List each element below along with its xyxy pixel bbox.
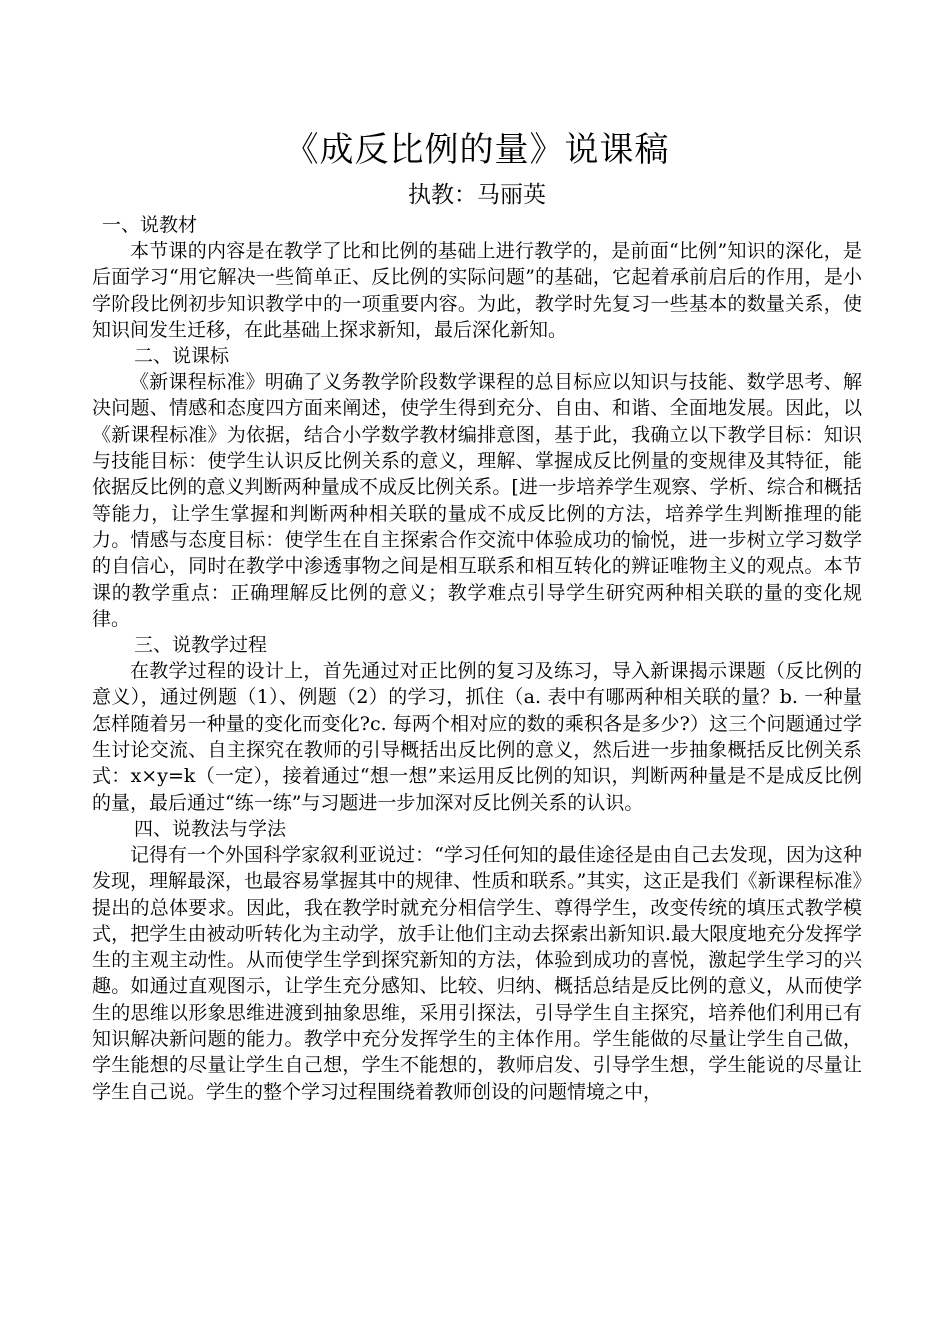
section-paragraph: 《新课程标准》明确了义务教学阶段数学课程的总目标应以知识与技能、数学思考、解决问题、情感和态度四方面来阐述，使学生得到充分、自由、和谐、全面地发展。因此，以《新课程标准》为依据，结合小学数学教材编排意图，基于此，我确立以下教学目标：知识与技能目标：使学生认识反比例关系的意义，理解、掌握成反比例量的变规律及其特征，能依据反比例的意义判断两种量成不成反比例关系。[进一步培养学生观察、学析、综合和概括等能力，让学生掌握和判断两种相关联的量成不成反比例的方法，培养学生判断推理的能力。情感与态度目标：使学生在自主探索合作交流中体验成功的愉悦，进一步树立学习数学的自信心，同时在教学中渗透事物之间是相互联系和相互转化的辨证唯物主义的观点。本节课的教学重点：正确理解反比例的意义；教学难点引导学生研究两种相关联的量的变化规律。	[92, 371, 862, 630]
section-heading: 四、说教法与学法	[134, 817, 287, 840]
section-heading: 二、说课标	[134, 345, 230, 368]
document-title: 《成反比例的量》说课稿	[284, 130, 670, 170]
section-paragraph: 在教学过程的设计上，首先通过对正比例的复习及练习，导入新课揭示课题（反比例的意义），通过例题（1）、例题（2）的学习，抓住（a. 表中有哪两种相关联的量？b. 一种量怎样随着另一种量的变化而变化?c. 每两个相对应的数的乘积各是多少?）这三个问题通过学生讨论交流、自主探究在教师的引导概括出反比例的意义，然后进一步抽象概括反比例关系式：x×y=k（一定），接着通过“想一想”来运用反比例的知识，判断两种量是不是成反比例的量，最后通过“练一练”与习题进一步加深对反比例关系的认识。	[92, 660, 862, 814]
section-paragraph: 记得有一个外国科学家叙利亚说过：“学习任何知的最佳途径是由自己去发现，因为这种发现，理解最深，也最容易掌握其中的规律、性质和联系。”其实，这正是我们《新课程标准》提出的总体要求。因此，我在教学时就充分相信学生、尊得学生，改变传统的填压式教学模式，把学生由被动听转化为主动学，放手让他们主动去探索出新知识.最大限度地充分发挥学生的主观主动性。从而使学生学到探究新知的方法，体验到成功的喜悦，激起学生学习的兴趣。如通过直观图示，让学生充分感知、比较、归纳、概括总结是反比例的意义，从而使学生的思维以形象思维进渡到抽象思维，采用引探法，引导学生自主探究，培养他们利用已有知识解决新问题的能力。教学中充分发挥学生的主体作用。学生能做的尽量让学生自己做，学生能想的尽量让学生自己想，学生不能想的，教师启发、引导学生想，学生能说的尽量让学生自己说。学生的整个学习过程围绕着教师创设的问题情境之中，	[92, 843, 862, 1103]
section-curriculum-standard	[92, 343, 862, 632]
section-teaching-methods	[92, 816, 862, 1105]
section-textbook	[92, 212, 862, 343]
section-heading: 一、说教材	[102, 214, 198, 236]
document-page	[92, 122, 862, 1105]
section-teaching-process	[92, 632, 862, 816]
author-line: 执教：马丽英	[408, 182, 546, 208]
section-paragraph: 本节课的内容是在教学了比和比例的基础上进行教学的，是前面“比例”知识的深化，是后面学习“用它解决一些简单正、反比例的实际问题”的基础，它起着承前启后的作用，是小学阶段比例初步知识教学中的一项重要内容。为此，教学时先复习一些基本的数量关系，使知识间发生迁移，在此基础上探求新知，最后深化新知。	[92, 240, 862, 341]
section-heading: 三、说教学过程	[134, 634, 268, 657]
